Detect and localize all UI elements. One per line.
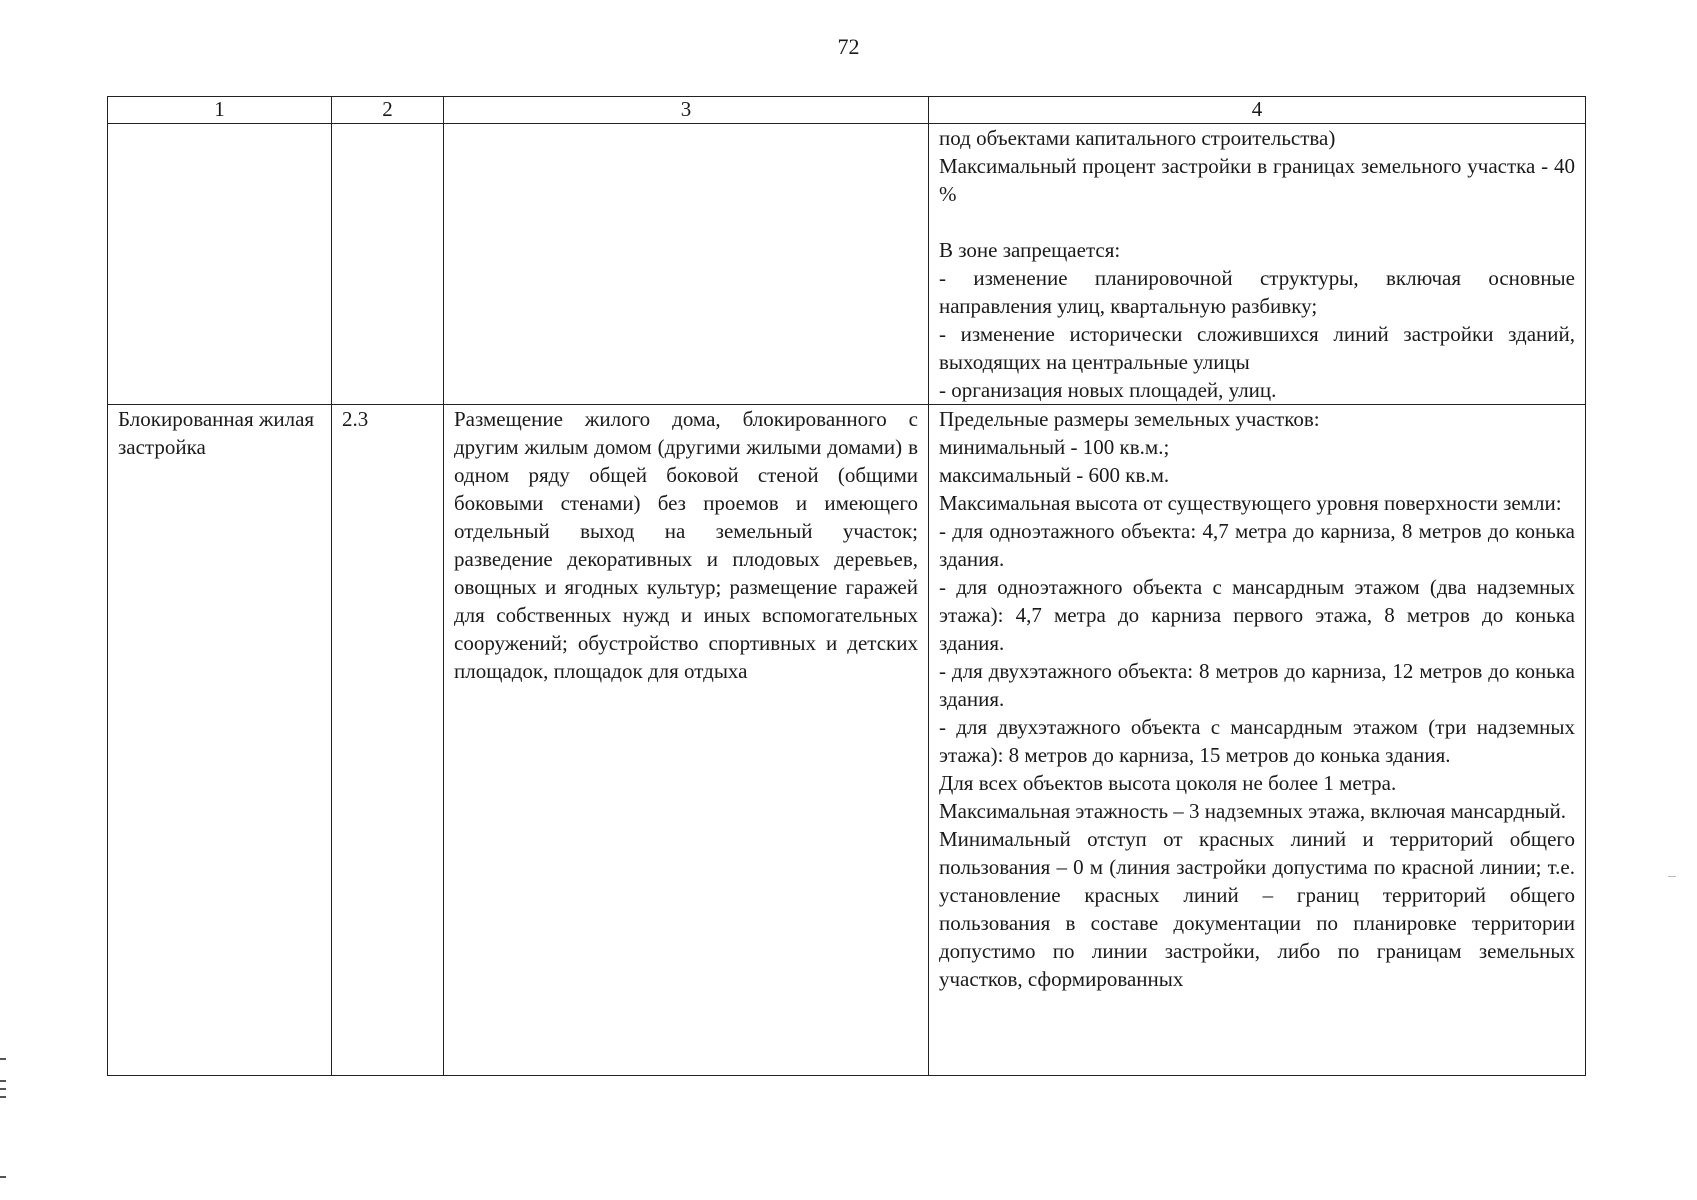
row1-code (332, 124, 444, 405)
scan-edge-mark (0, 1088, 6, 1090)
row2-code: 2.3 (332, 405, 444, 1076)
scan-edge-mark (0, 1058, 6, 1060)
page-number: 72 (837, 34, 860, 59)
scan-edge-mark (0, 1080, 6, 1082)
header-col-3: 3 (444, 97, 929, 124)
row2-use-type: Блокированная жилая застройка (108, 405, 332, 1076)
header-col-4: 4 (929, 97, 1586, 124)
row1-parameters: под объектами капитального строительства) Максимальный процент застройки в границах земельного участка - 40 % В зоне запрещается: - изменение планировочной структуры, включая основные направления улиц, квартальную разбивку; - изменение исторически сложившихся линий застройки зданий, выходящих на центральные улицы - организация новых площадей, улиц. (929, 124, 1586, 405)
row1-description (444, 124, 929, 405)
table-row (108, 405, 1586, 1076)
row2-description: Размещение жилого дома, блокированного с другим жилым домом (другими жилыми домами) в одном ряду общей боковой стеной (общими боковыми стенами) без проемов и имеющего отдельный выход на земельный участок; разведение декоративных и плодовых деревьев, овощных и ягодных культур; размещение гаражей для собственных нужд и иных вспомогательных сооружений; обустройство спортивных и детских площадок, площадок для отдыха (444, 405, 929, 1076)
header-col-1: 1 (108, 97, 332, 124)
header-col-2: 2 (332, 97, 444, 124)
table-row (108, 124, 1586, 405)
row1-use-type (108, 124, 332, 405)
scan-edge-mark (0, 1096, 6, 1098)
regulations-table (107, 96, 1586, 1076)
table-header-row (108, 97, 1586, 124)
scan-edge-mark (0, 1176, 6, 1178)
scan-edge-mark (1668, 876, 1676, 877)
row2-parameters: Предельные размеры земельных участков: минимальный - 100 кв.м.; максимальный - 600 кв.м. Максимальная высота от существующего уровня поверхности земли: - для одноэтажного объекта: 4,7 метра до карниза, 8 метров до конька здания. - для одноэтажного объекта с мансардным этажом (два надземных этажа): 4,7 метра до карниза первого этажа, 8 метров до конька здания. - для двухэтажного объекта: 8 метров до карниза, 12 метров до конька здания. - для двухэтажного объекта с мансардным этажом (три надземных этажа): 8 метров до карниза, 15 метров до конька здания. Для всех объектов высота цоколя не более 1 метра. Максимальная этажность – 3 надземных этажа, включая мансардный. Минимальный отступ от красных линий и территорий общего пользования – 0 м (линия застройки допустима по красной линии; т.е. установление красных линий – границ территорий общего пользования в составе документации по планировке территории допустимо по линии застройки, либо по границам земельных участков, сформированных (929, 405, 1586, 1076)
